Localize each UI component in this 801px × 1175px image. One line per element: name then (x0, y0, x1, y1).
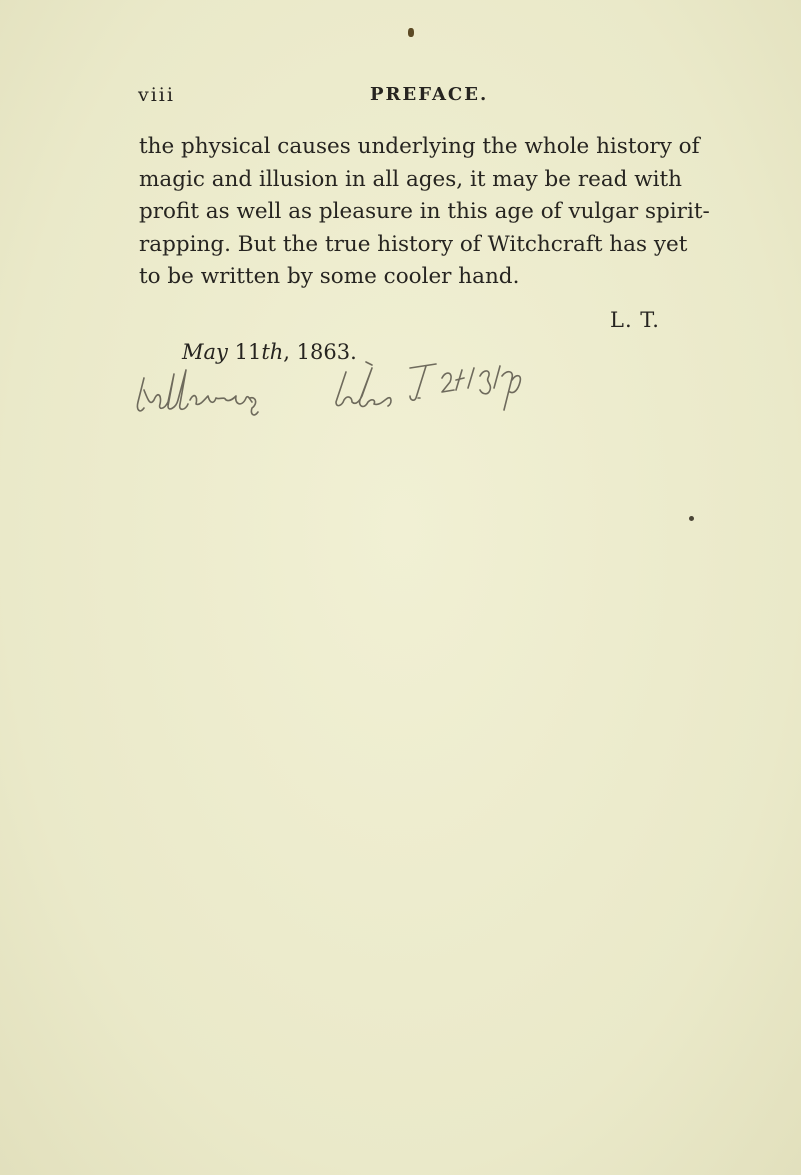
date-day: 11th (234, 340, 284, 364)
text-line: rapping. But the true history of Witchcraft has yet (139, 231, 688, 257)
text-line: to be written by some cooler hand. (139, 264, 520, 289)
text-line: magic and illusion in all ages, it may be read with (139, 166, 683, 192)
ink-dot (689, 516, 694, 521)
ink-spot (408, 28, 414, 37)
page-number: viii (138, 84, 175, 106)
date-year: , 1863. (283, 340, 357, 364)
text-line: profit as well as pleasure in this age of vulgar spirit- (139, 199, 710, 224)
page-header (120, 84, 681, 110)
running-head: PREFACE. (370, 84, 489, 105)
preface-paragraph (139, 131, 710, 294)
author-initials: L. T. (610, 308, 660, 332)
date-month: May (182, 340, 228, 364)
text-line: the physical causes underlying the whole history of (139, 134, 700, 159)
handwritten-pencil-note (130, 360, 570, 430)
